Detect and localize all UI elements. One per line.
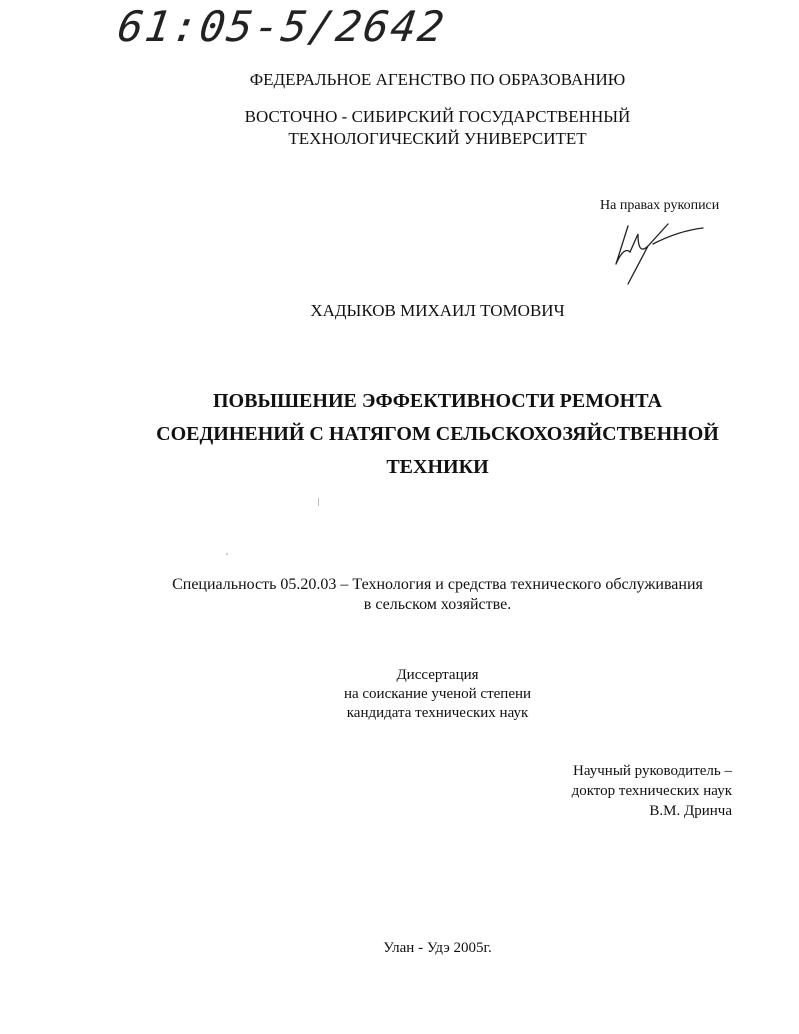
author-name: ХАДЫКОВ МИХАИЛ ТОМОВИЧ — [310, 301, 565, 320]
degree-line-2: на соискание ученой степени — [343, 686, 532, 702]
archive-code-handwritten: 61:05-5/2642 — [114, 2, 449, 51]
dissertation-title — [38, 385, 799, 484]
degree-line-1: Диссертация — [396, 667, 479, 683]
scan-speck — [318, 498, 319, 506]
advisor-line-3: В.М. Дринча — [649, 803, 732, 819]
scientific-advisor — [520, 761, 732, 821]
university-line-2: ТЕХНОЛОГИЧЕСКИЙ УНИВЕРСИТЕТ — [288, 129, 587, 148]
title-line-3: ТЕХНИКИ — [386, 456, 489, 478]
scan-speck — [226, 553, 228, 555]
signature — [608, 216, 708, 286]
manuscript-note: На правах рукописи — [600, 198, 720, 213]
advisor-line-2: доктор технических наук — [571, 783, 732, 799]
specialty-line-2: в сельском хозяйстве. — [363, 596, 512, 613]
agency-name: ФЕДЕРАЛЬНОЕ АГЕНСТВО ПО ОБРАЗОВАНИЮ — [249, 70, 626, 89]
place-and-year: Улан - Удэ 2005г. — [383, 940, 492, 956]
specialty — [38, 575, 799, 615]
specialty-line-1: Специальность 05.20.03 – Технология и средства технического обслуживания — [172, 576, 703, 593]
title-line-2: СОЕДИНЕНИЙ С НАТЯГОМ СЕЛЬСКОХОЗЯЙСТВЕННОЙ — [156, 423, 719, 445]
university-line-1: ВОСТОЧНО - СИБИРСКИЙ ГОСУДАРСТВЕННЫЙ — [244, 107, 631, 126]
degree-line-3: кандидата технических наук — [346, 705, 529, 721]
dissertation-degree — [38, 666, 799, 723]
university-name — [38, 106, 799, 150]
advisor-line-1: Научный руководитель – — [573, 763, 732, 779]
title-line-1: ПОВЫШЕНИЕ ЭФФЕКТИВНОСТИ РЕМОНТА — [213, 390, 662, 412]
